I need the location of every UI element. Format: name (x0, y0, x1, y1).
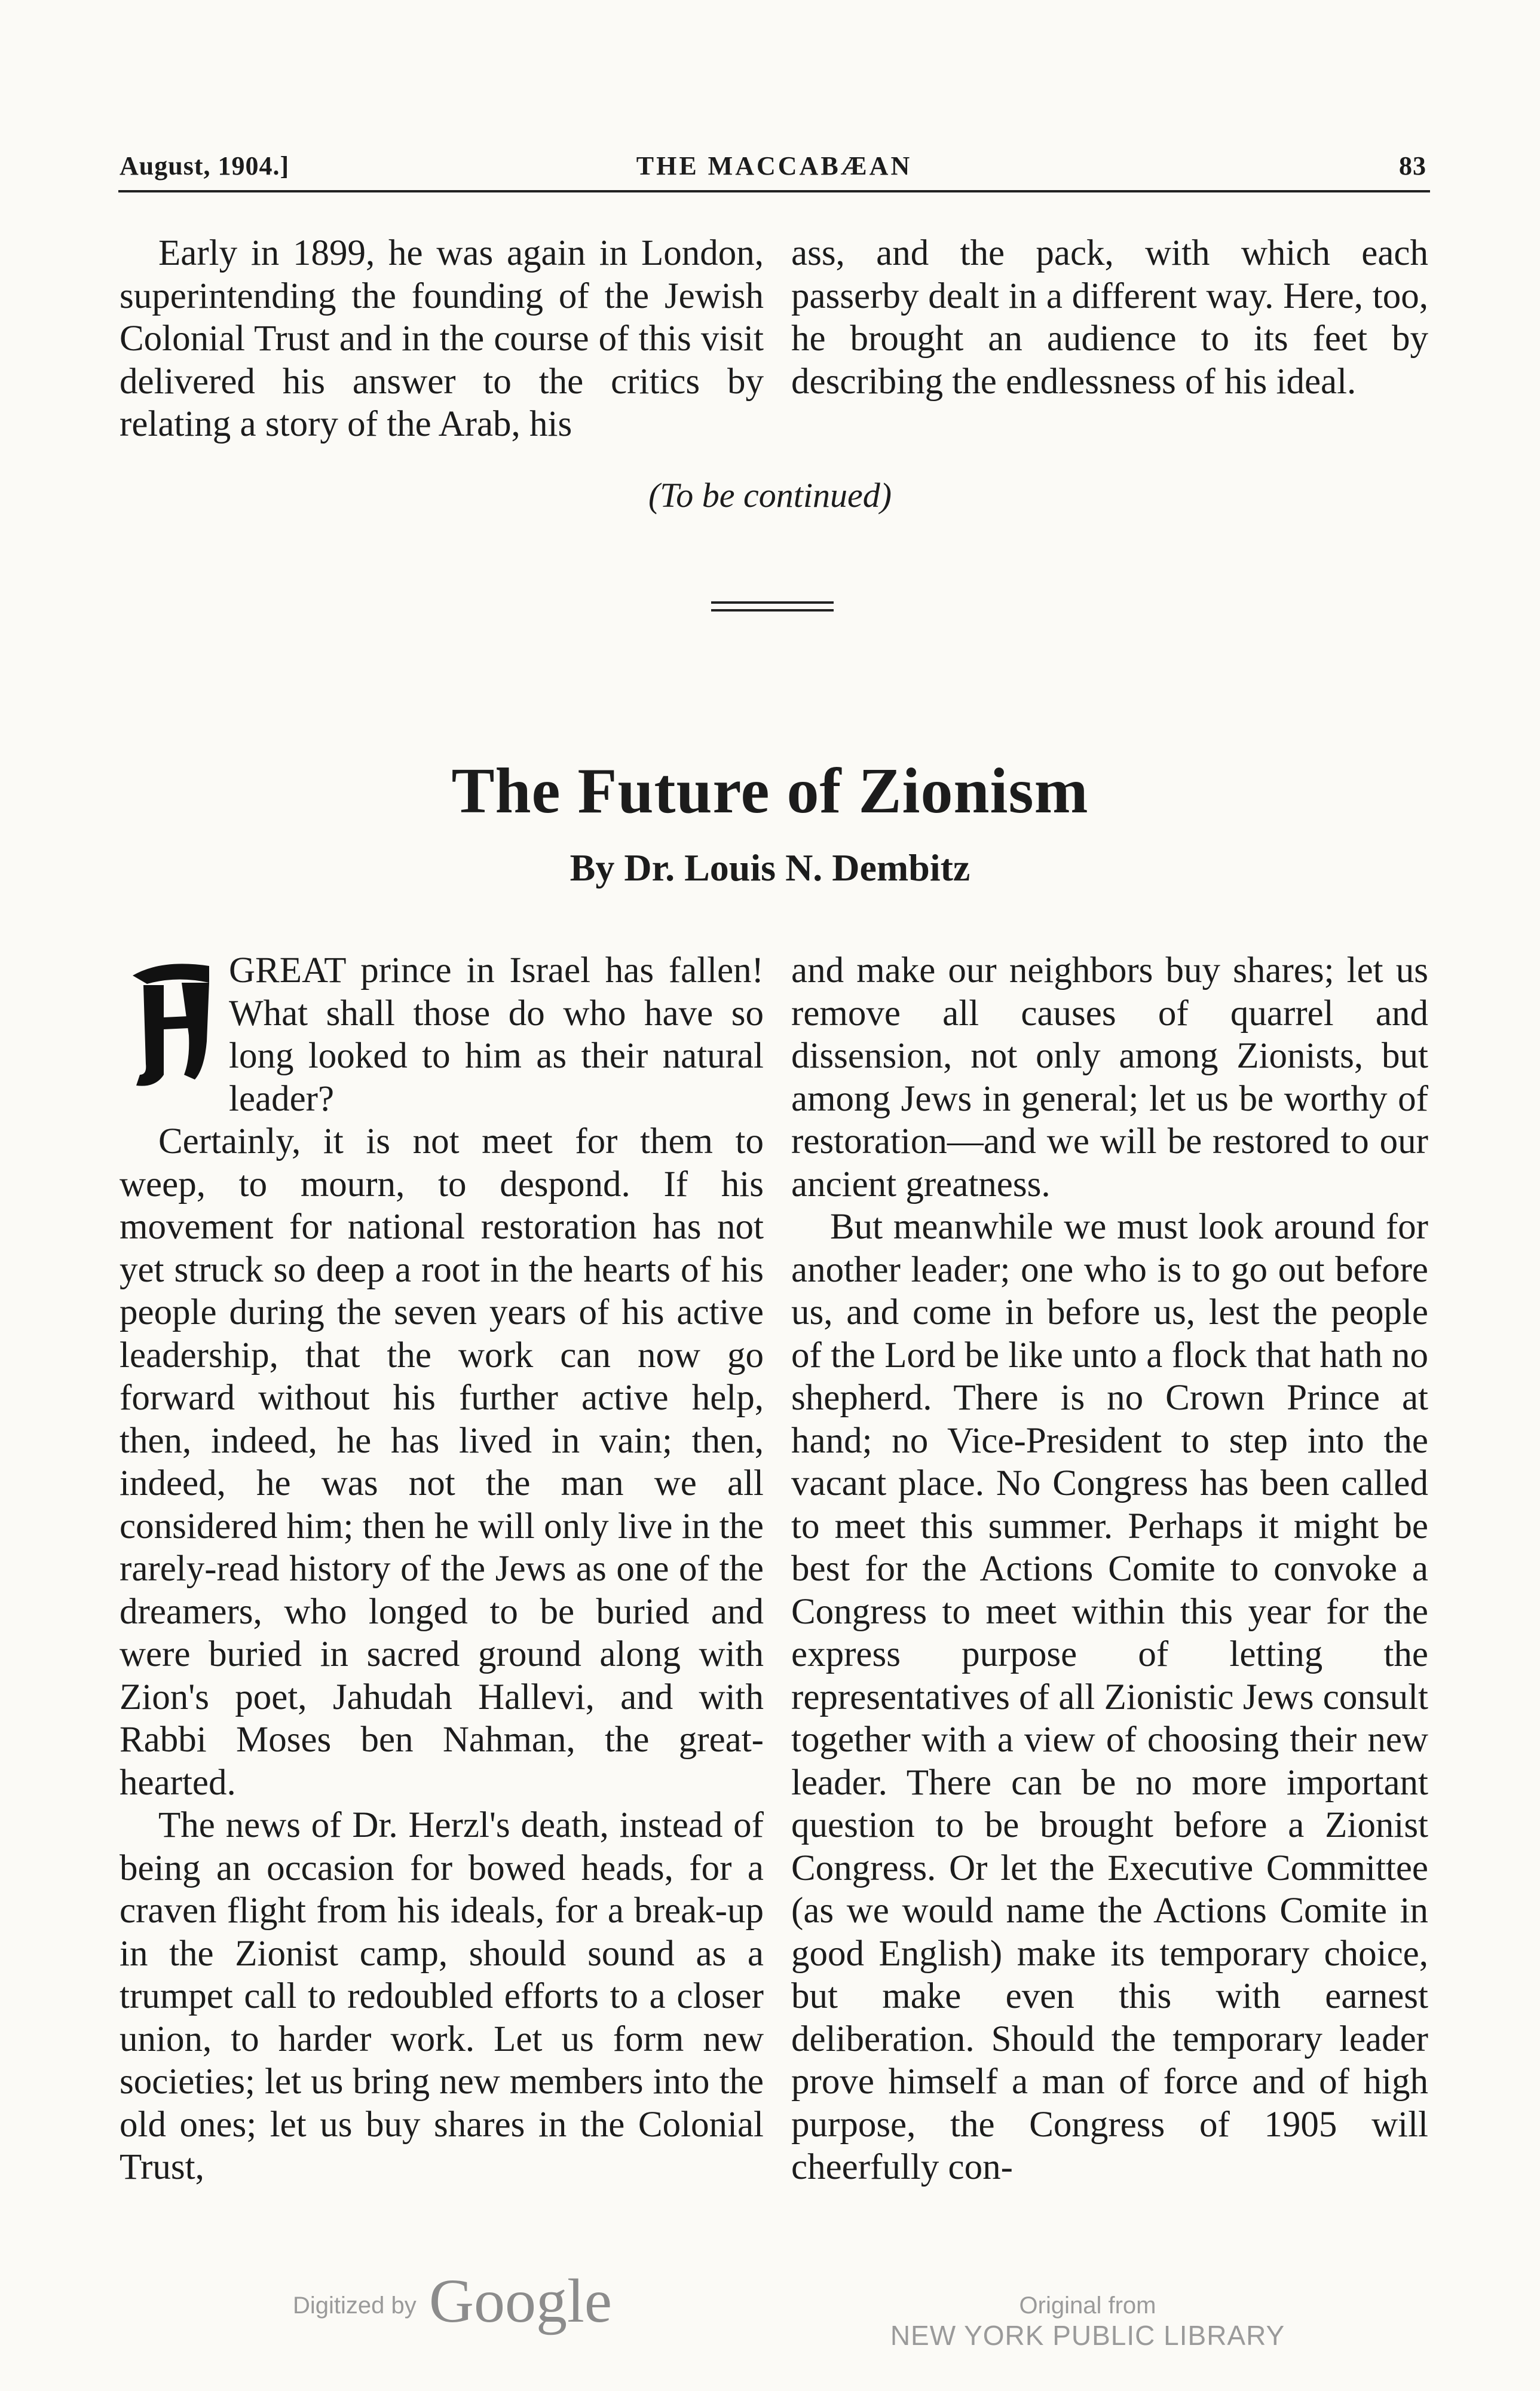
section-divider (711, 601, 834, 617)
drop-cap-a (120, 952, 218, 1092)
article-left-column (120, 949, 764, 2189)
original-from-label: Original from (1019, 2292, 1156, 2319)
to-be-continued: (To be continued) (648, 476, 892, 515)
article-paragraph: The news of Dr. Herzl's death, instead of being an occasion for bowed heads, for a craven flight from his ideals, for a break-up in the Zionist camp, should sound as a trumpet call to redoubled efforts to a closer union, to harder work. Let us form new societies; let us bring new members into the old ones; let us buy shares in the Colonial Trust, (120, 1805, 764, 2187)
article-right-column (791, 949, 1428, 2189)
previous-article-left-text: Early in 1899, he was again in London, superintending the founding of the Jewish Colonial Trust and in the course of this visit delivered his answer to the critics by relating a story of the Arab, his (120, 233, 764, 444)
digitization-credit (293, 2265, 612, 2337)
article-title: The Future of Zionism (451, 756, 1089, 827)
library-credit (878, 2292, 1297, 2352)
previous-article-left-column (120, 232, 764, 446)
running-header (118, 147, 1430, 192)
previous-article-right-column (791, 232, 1428, 403)
article-paragraph: But meanwhile we must look around for another leader; one who is to go out before us, and come in before us, lest the people of the Lord be like unto a flock that hath no shepherd. There is no Crown Prince at hand; no Vice-President to step into the vacant place. No Congress has been called to meet this summer. Perhaps it might be best for the Actions Comite to convoke a Congress to meet within this year for the express purpose of letting the representatives of all Zionistic Jews consult together with a view of choosing their new leader. There can be no more important question to be brought before a Zionist Congress. Or let the Executive Committee (as we would name the Actions Comite in good English) make its temporary choice, but make even this with earnest deliberation. Should the temporary leader prove himself a man of force and of high purpose, the Congress of 1905 will cheerfully con- (791, 1207, 1428, 2187)
article-paragraph-1-text: GREAT prince in Israel has fallen! What shall those do who have so long looked to him as their natural leader? (229, 950, 764, 1119)
previous-article-right-text: ass, and the pack, with which each passerby dealt in a different way. Here, too, he brought an audience to its feet by describing the endlessness of his ideal. (791, 233, 1428, 402)
article-byline: By Dr. Louis N. Dembitz (570, 846, 970, 889)
issue-date: August, 1904.] (120, 151, 290, 181)
article-paragraph (120, 949, 764, 1120)
article-paragraph: Certainly, it is not meet for them to weep, to mourn, to despond. If his movement for national restoration has not yet struck so deep a root in the hearts of his people during the seven years of his active leadership, that the work can now go forward without his further active help, then, indeed, he has lived in vain; then, indeed, he was not the man we all considered him; then he will only live in the rarely-read history of the Jews as one of the dreamers, who longed to be buried and were buried in sacred ground along with Zion's poet, Jahudah Hallevi, and with Rabbi Moses ben Nahman, the great-hearted. (120, 1121, 764, 1803)
drop-cap-a-glyph (120, 952, 218, 1092)
article-paragraph: and make our neighbors buy shares; let us remove all causes of quarrel and dissension, not only among Zionists, but among Jews in general; let us be worthy of restoration—and we will be restored to our ancient greatness. (791, 950, 1428, 1204)
journal-title: THE MACCABÆAN (636, 151, 913, 181)
digitized-by-label: Digitized by (293, 2292, 417, 2319)
google-logo: Google (428, 2267, 613, 2335)
library-name: NEW YORK PUBLIC LIBRARY (890, 2320, 1285, 2351)
page-number: 83 (1399, 151, 1426, 181)
